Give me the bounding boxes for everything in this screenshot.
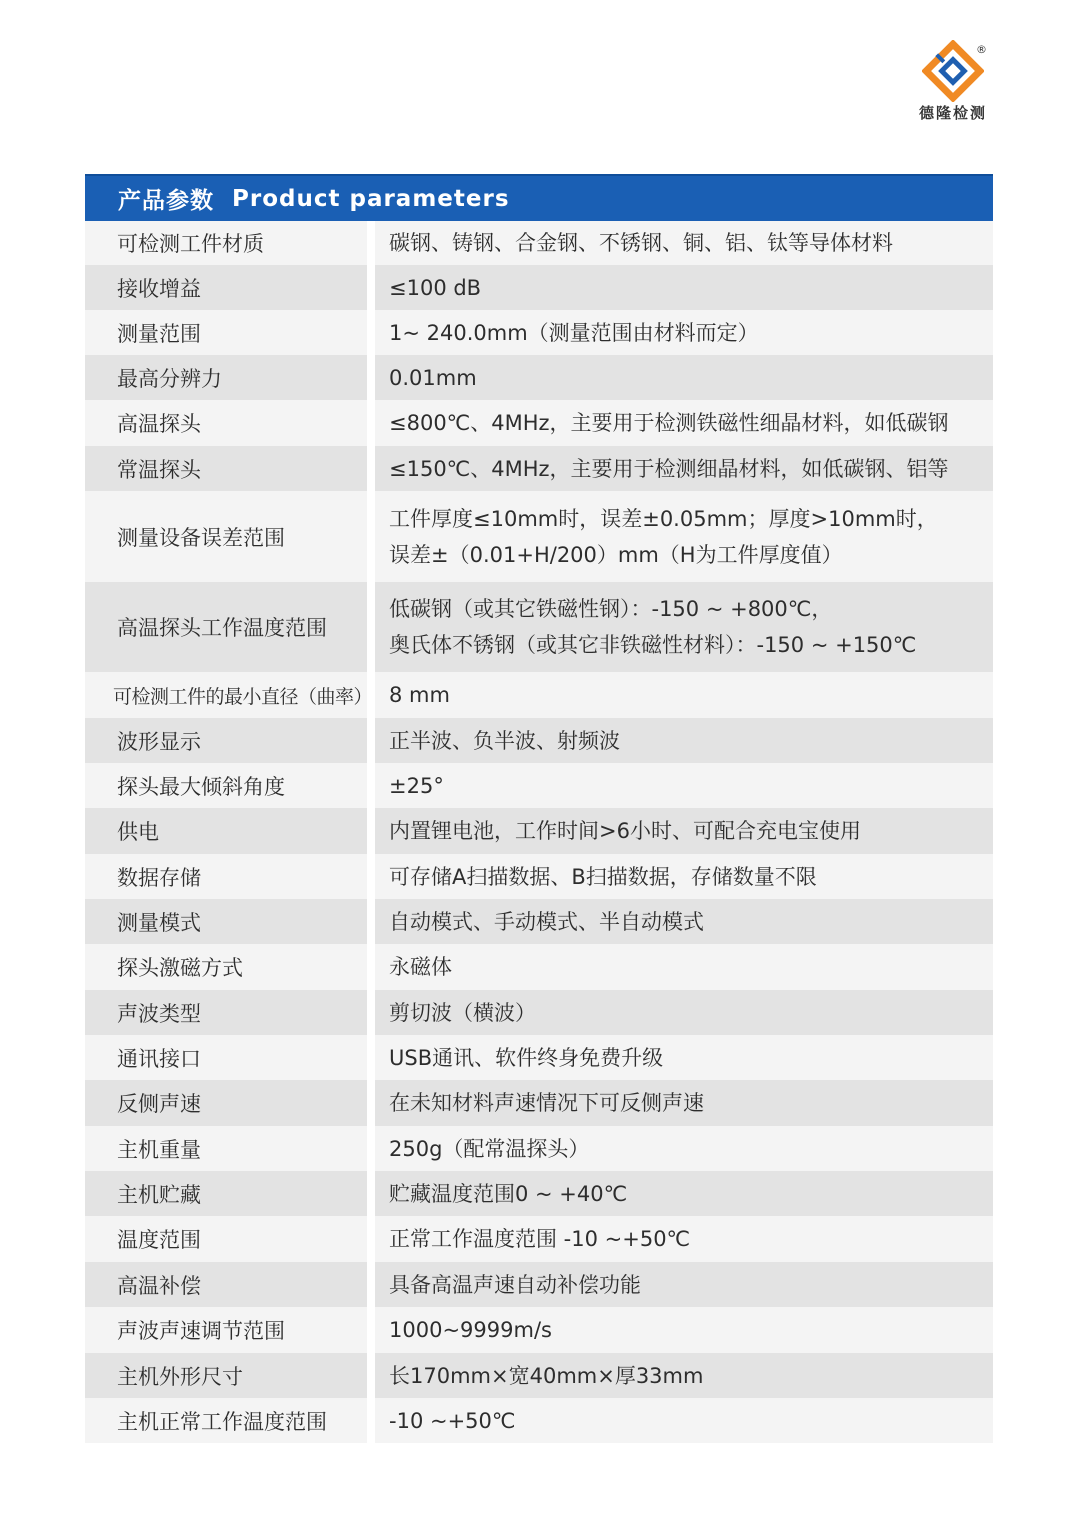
- param-value-line: 自动模式、手动模式、半自动模式: [389, 909, 704, 934]
- param-value-line: 贮藏温度范围0 ~ +40℃: [389, 1181, 628, 1206]
- product-parameters-table: [85, 174, 993, 1443]
- header-title-en: Product parameters: [232, 185, 510, 212]
- param-value-line: 在未知材料声速情况下可反侧声速: [389, 1091, 704, 1115]
- param-value: [375, 1035, 993, 1080]
- param-label: 探头最大倾斜角度: [85, 763, 367, 808]
- table-row: [85, 672, 993, 718]
- param-value: [375, 582, 993, 672]
- param-label: 主机重量: [85, 1126, 367, 1171]
- table-row: [85, 446, 993, 491]
- param-value: [375, 1126, 993, 1171]
- table-row: [85, 1398, 993, 1443]
- param-label: 探头激磁方式: [85, 944, 367, 990]
- param-label: 反侧声速: [85, 1080, 367, 1126]
- param-value: [375, 1307, 993, 1353]
- table-row: [85, 400, 993, 446]
- param-value-line: -10 ~+50℃: [389, 1408, 516, 1433]
- param-label: 声波声速调节范围: [85, 1307, 367, 1353]
- param-label: 可检测工件材质: [85, 221, 367, 265]
- param-value-line: 内置锂电池，工作时间>6小时、可配合充电宝使用: [389, 819, 861, 843]
- param-value-line: 1000~9999m/s: [389, 1318, 552, 1342]
- table-row: [85, 310, 993, 355]
- param-label: 测量设备误差范围: [85, 491, 367, 582]
- param-label: 高温探头工作温度范围: [85, 582, 367, 672]
- param-value-line: 0.01mm: [389, 365, 477, 390]
- registered-mark: ®: [976, 43, 987, 56]
- param-label: 常温探头: [85, 446, 367, 491]
- table-row: [85, 718, 993, 763]
- table-row: [85, 1080, 993, 1126]
- param-label: 可检测工件的最小直径（曲率）: [85, 672, 367, 718]
- table-row: [85, 491, 993, 582]
- param-label: 温度范围: [85, 1216, 367, 1262]
- param-value-line: 奥氏体不锈钢（或其它非铁磁性材料）：-150 ~ +150℃: [389, 633, 917, 657]
- param-label: 数据存储: [85, 854, 367, 899]
- param-label: 高温探头: [85, 400, 367, 446]
- param-value: [375, 854, 993, 899]
- param-value: [375, 1216, 993, 1262]
- param-value: [375, 1353, 993, 1398]
- param-label: 高温补偿: [85, 1262, 367, 1307]
- table-row: [85, 1307, 993, 1353]
- table-body: [85, 221, 993, 1443]
- table-row: [85, 763, 993, 808]
- param-value-line: ≤150℃、4MHz，主要用于检测细晶材料，如低碳钢、铝等: [389, 456, 949, 481]
- table-row: [85, 355, 993, 400]
- param-value-line: ≤800℃、4MHz，主要用于检测铁磁性细晶材料，如低碳钢: [389, 411, 949, 435]
- param-value-line: 1~ 240.0mm（测量范围由材料而定）: [389, 320, 759, 345]
- table-row: [85, 899, 993, 944]
- param-value-line: 剪切波（横波）: [389, 1000, 536, 1025]
- param-value: [375, 1080, 993, 1126]
- table-row: [85, 1171, 993, 1216]
- table-row: [85, 265, 993, 310]
- table-row: [85, 1126, 993, 1171]
- param-value: [375, 310, 993, 355]
- param-value: [375, 672, 993, 718]
- table-row: [85, 1353, 993, 1398]
- table-row: [85, 582, 993, 672]
- param-value-line: 正常工作温度范围 -10 ~+50℃: [389, 1227, 691, 1251]
- param-label: 供电: [85, 808, 367, 854]
- param-value: [375, 944, 993, 990]
- param-value: [375, 718, 993, 763]
- param-value-line: 可存储A扫描数据、B扫描数据，存储数量不限: [389, 864, 817, 889]
- param-value: [375, 355, 993, 400]
- param-value-line: 碳钢、铸钢、合金钢、不锈钢、铜、铝、钛等导体材料: [389, 231, 893, 255]
- param-value-line: ≤100 dB: [389, 275, 482, 300]
- param-value-line: 250g（配常温探头）: [389, 1136, 590, 1161]
- param-value: [375, 265, 993, 310]
- table-row: [85, 1216, 993, 1262]
- param-value-line: 工件厚度≤10mm时，误差±0.05mm；厚度>10mm时，: [389, 506, 938, 531]
- param-value: [375, 1262, 993, 1307]
- param-value: [375, 990, 993, 1035]
- param-value-line: 误差±（0.01+H/200）mm（H为工件厚度值）: [389, 542, 843, 567]
- param-label: 波形显示: [85, 718, 367, 763]
- param-value: [375, 400, 993, 446]
- param-value-line: 8 mm: [389, 683, 450, 707]
- table-row: [85, 221, 993, 265]
- param-label: 声波类型: [85, 990, 367, 1035]
- brand-logo: [910, 40, 1000, 125]
- param-value-line: USB通讯、软件终身免费升级: [389, 1045, 664, 1070]
- param-label: 主机贮藏: [85, 1171, 367, 1216]
- table-row: [85, 808, 993, 854]
- param-value: [375, 491, 993, 582]
- param-value-line: 永磁体: [389, 955, 452, 979]
- param-label: 主机正常工作温度范围: [85, 1398, 367, 1443]
- param-label: 接收增益: [85, 265, 367, 310]
- param-value: [375, 1398, 993, 1443]
- param-label: 主机外形尺寸: [85, 1353, 367, 1398]
- table-row: [85, 990, 993, 1035]
- param-label: 测量模式: [85, 899, 367, 944]
- param-value-line: 低碳钢（或其它铁磁性钢）：-150 ~ +800℃，: [389, 597, 833, 621]
- param-value-line: 具备高温声速自动补偿功能: [389, 1272, 641, 1297]
- table-row: [85, 854, 993, 899]
- param-value: [375, 763, 993, 808]
- header-title-zh: 产品参数: [118, 188, 214, 214]
- param-value-line: 长170mm×宽40mm×厚33mm: [389, 1363, 704, 1388]
- table-row: [85, 1035, 993, 1080]
- param-value: [375, 808, 993, 854]
- param-label: 通讯接口: [85, 1035, 367, 1080]
- param-label: 测量范围: [85, 310, 367, 355]
- diamond-logo-icon: [922, 40, 984, 102]
- brand-name: 德隆检测: [918, 104, 987, 122]
- param-value-line: ±25°: [389, 773, 444, 798]
- param-value: [375, 446, 993, 491]
- param-value: [375, 899, 993, 944]
- param-value: [375, 221, 993, 265]
- table-row: [85, 944, 993, 990]
- param-value-line: 正半波、负半波、射频波: [389, 728, 620, 753]
- table-header: [85, 174, 993, 221]
- param-value: [375, 1171, 993, 1216]
- table-row: [85, 1262, 993, 1307]
- param-label: 最高分辨力: [85, 355, 367, 400]
